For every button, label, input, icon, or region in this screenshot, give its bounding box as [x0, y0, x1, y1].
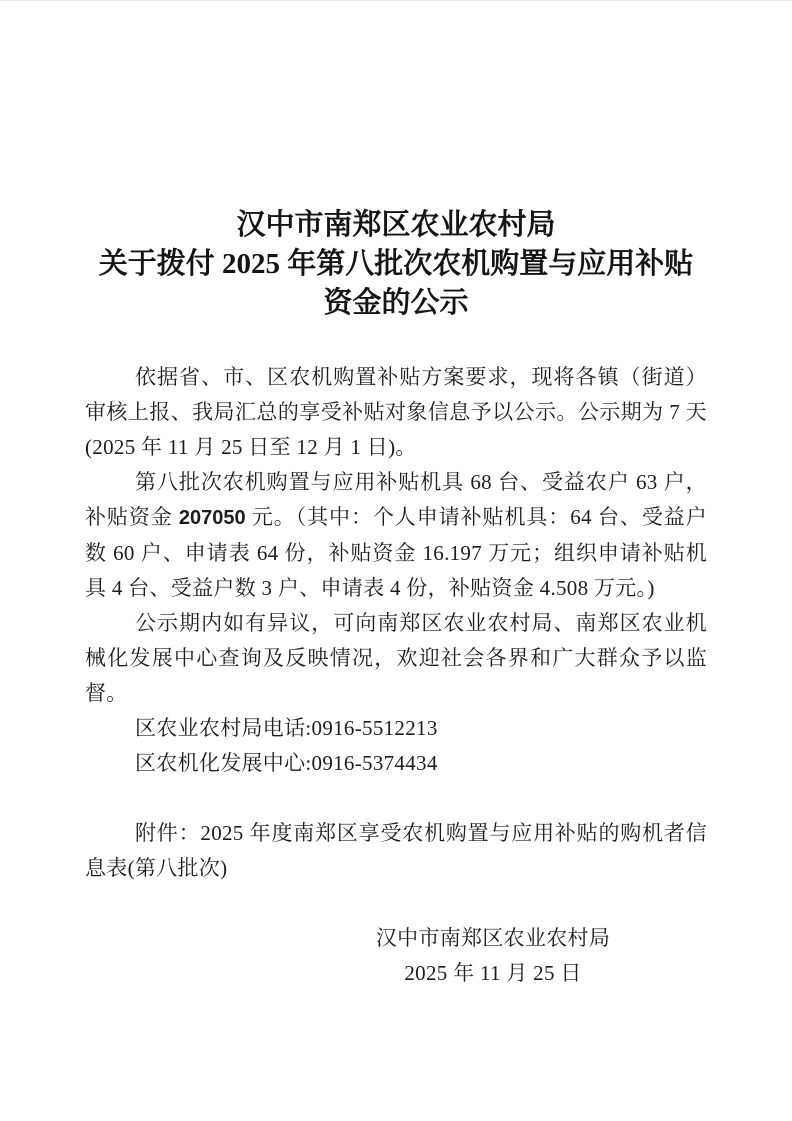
subsidy-amount: 207050	[178, 507, 246, 529]
signature-block	[343, 921, 643, 991]
spacer-line	[85, 781, 707, 816]
paragraph-stats	[85, 465, 707, 606]
signature-date: 2025 年 11 月 25 日	[404, 961, 582, 985]
document-title	[85, 206, 707, 323]
signature-org: 汉中市南郑区农业农村局	[375, 926, 611, 950]
stats-text-after: 元。（其中：个人申请补贴机具：64 台、受益户数 60 户、申请表 64 份，补贴资金 16.197 万元；组织申请补贴机具 4 台、受益户数 3 户、申请表 4 份，补贴资金 4.508 万元。)	[85, 505, 708, 600]
title-line-3: 资金的公示	[323, 287, 469, 319]
stats-text-before: 第八批次农机购置与应用补贴机具 68 台、受益农户 63 户，补贴资金	[85, 470, 707, 529]
attachment-line: 附件：2025 年度南郑区享受农机购置与应用补贴的购机者信息表(第八批次)	[85, 821, 707, 880]
spacer-line	[85, 886, 707, 921]
contact-line-mech-center: 区农机化发展中心:0916-5374434	[135, 751, 438, 775]
contact-line-agri-bureau: 区农业农村局电话:0916-5512213	[135, 716, 438, 740]
title-line-1: 汉中市南郑区农业农村局	[236, 209, 556, 241]
paragraph-intro: 依据省、市、区农机购置补贴方案要求，现将各镇（街道）审核上报、我局汇总的享受补贴对象信息予以公示。公示期为 7 天(2025 年 11 月 25 日至 12 月 1 日)。	[85, 365, 707, 459]
paragraph-objection: 公示期内如有异议，可向南郑区农业农村局、南郑区农业机械化发展中心查询及反映情况，欢迎社会各界和广大群众予以监督。	[85, 611, 707, 705]
document-body	[85, 360, 707, 991]
title-line-2: 关于拨付 2025 年第八批次农机购置与应用补贴	[98, 248, 694, 280]
